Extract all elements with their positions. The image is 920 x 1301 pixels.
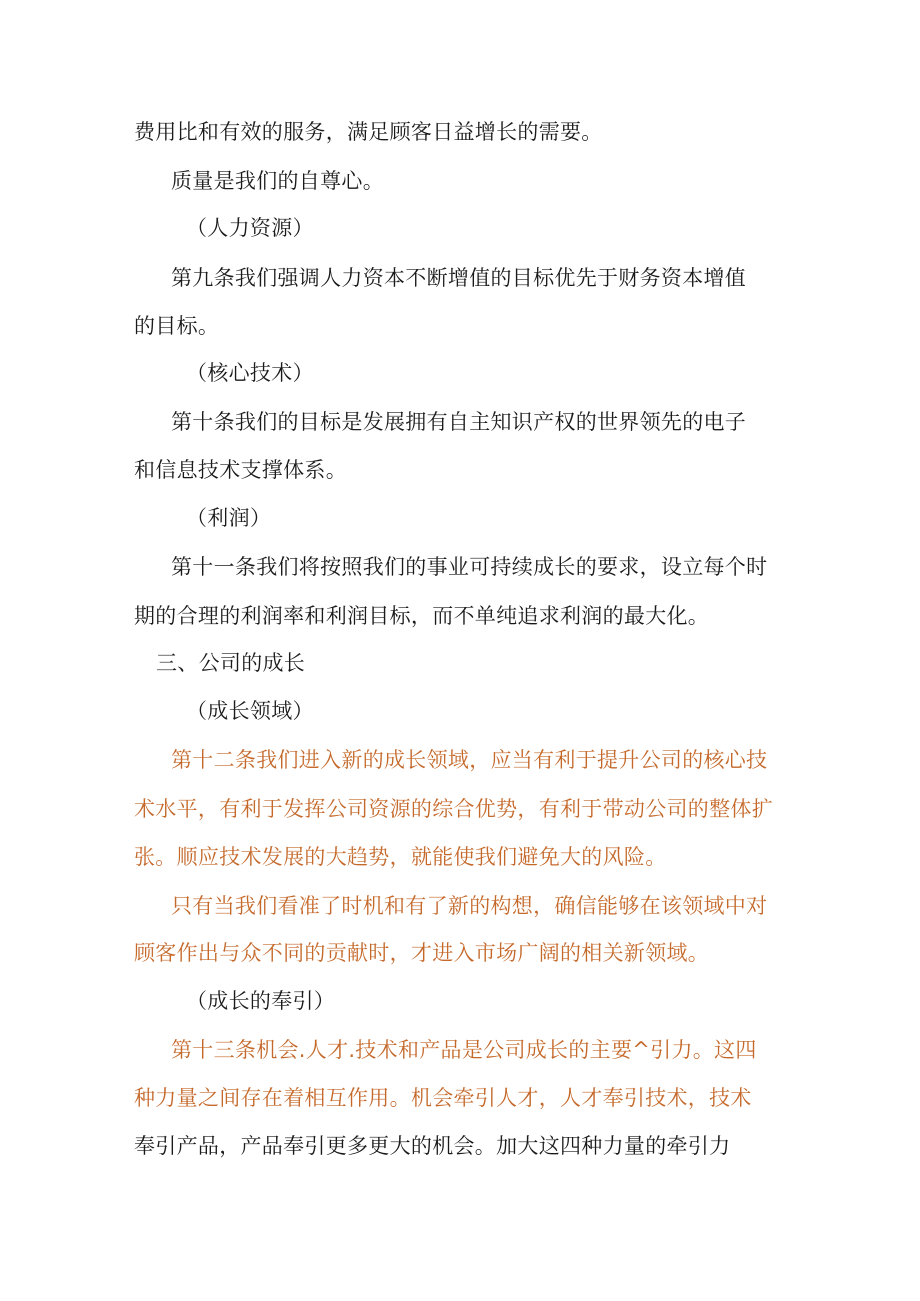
paragraph-line-highlighted: 张。顺应技术发展的大趋势，就能使我们避免大的风险。 <box>134 845 667 869</box>
section-heading: （利润） <box>186 506 272 530</box>
section-heading: （成长的奉引） <box>186 989 336 1013</box>
paragraph-line-highlighted: 顾客作出与众不同的贡献时，才进入市场广阔的相关新领域。 <box>134 941 710 965</box>
paragraph-line: 第十条我们的目标是发展拥有自主知识产权的世界领先的电子 <box>171 410 747 434</box>
paragraph-line-highlighted: 第十三条机会.人才.技术和产品是公司成长的主要^引力。这四 <box>171 1038 757 1062</box>
paragraph-line: 期的合理的利润率和利润目标，而不单纯追求利润的最大化。 <box>134 604 710 628</box>
paragraph-line: 质量是我们的自尊心。 <box>171 169 384 193</box>
paragraph-line-highlighted: 只有当我们看准了时机和有了新的构想，确信能够在该领域中对 <box>171 894 768 918</box>
paragraph-line: 奉引产品，产品奉引更多更大的机会。加大这四种力量的牵引力 <box>134 1134 731 1158</box>
chapter-heading: 三、公司的成长 <box>156 651 306 675</box>
section-heading: （成长领域） <box>186 699 314 723</box>
section-heading: （核心技术） <box>186 361 314 385</box>
paragraph-line: 第九条我们强调人力资本不断增值的目标优先于财务资本增值 <box>171 266 747 290</box>
paragraph-line-highlighted: 第十二条我们进入新的成长领域，应当有利于提升公司的核心技 <box>171 748 768 772</box>
paragraph-line-highlighted: 术水平，有利于发挥公司资源的综合优势，有利于带动公司的整体扩 <box>134 797 773 821</box>
paragraph-line: 和信息技术支撑体系。 <box>134 458 347 482</box>
paragraph-line: 费用比和有效的服务，满足顾客日益增长的需要。 <box>134 120 603 144</box>
paragraph-line: 第十一条我们将按照我们的事业可持续成长的要求，设立每个时 <box>171 555 768 579</box>
section-heading: （人力资源） <box>186 216 314 240</box>
paragraph-line-highlighted: 种力量之间存在着相互作用。机会牵引人才，人才奉引技术，技术 <box>134 1086 752 1110</box>
paragraph-line: 的目标。 <box>134 314 220 338</box>
